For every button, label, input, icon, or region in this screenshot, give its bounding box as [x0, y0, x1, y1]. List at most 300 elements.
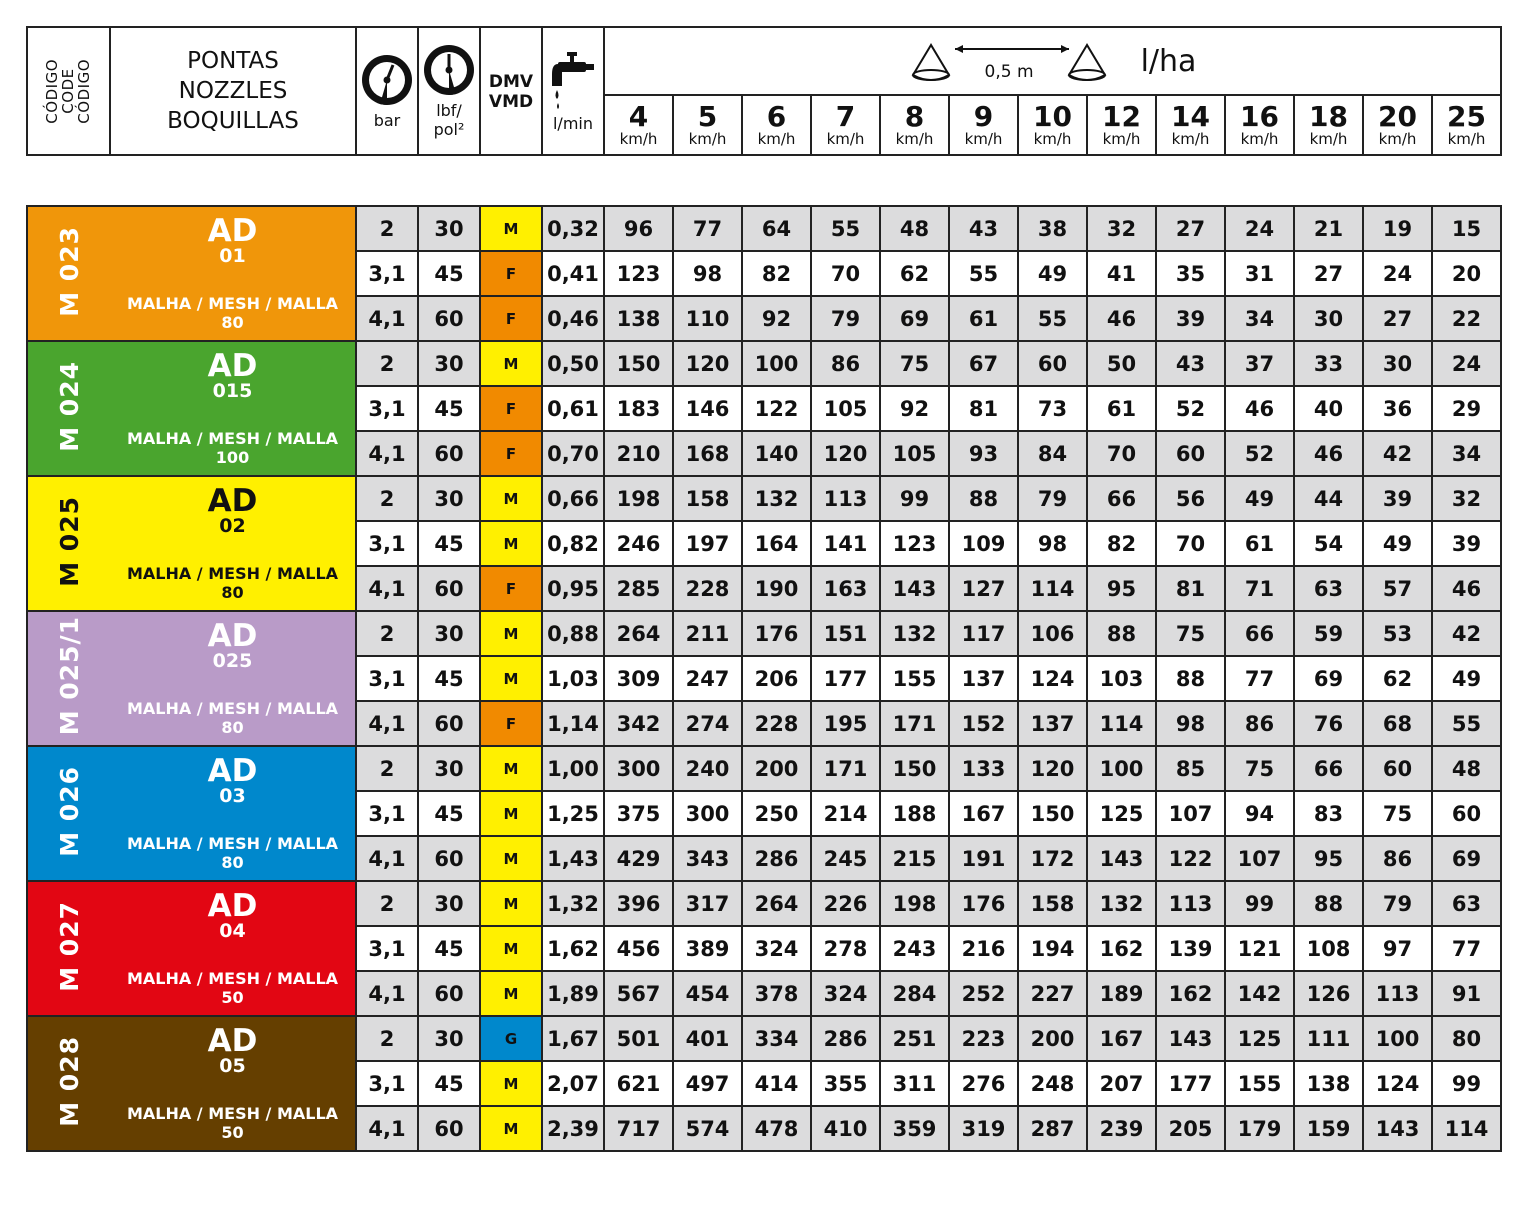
application-rate: 73: [1018, 386, 1087, 431]
dmv-label: DMV: [488, 72, 534, 92]
mesh-value: 80: [221, 717, 244, 737]
speed-header: 20 km/h: [1363, 95, 1432, 155]
flow-rate: 2,39: [542, 1106, 604, 1151]
pressure-bar: 3,1: [356, 251, 418, 296]
application-rate: 143: [1156, 1016, 1225, 1061]
application-rate: 117: [949, 611, 1018, 656]
application-rate: 84: [1018, 431, 1087, 476]
application-rate: 574: [673, 1106, 742, 1151]
application-rate: 122: [742, 386, 811, 431]
application-rate: 67: [949, 341, 1018, 386]
application-rate: 179: [1225, 1106, 1294, 1151]
pressure-psi: 30: [418, 746, 480, 791]
pressure-bar: 4,1: [356, 701, 418, 746]
pressure-bar: 3,1: [356, 521, 418, 566]
application-rate: 49: [1018, 251, 1087, 296]
application-rate: 54: [1294, 521, 1363, 566]
speed-header: 16 km/h: [1225, 95, 1294, 155]
droplet-class: F: [480, 296, 542, 341]
nozzle-size: 04: [219, 919, 246, 942]
application-rate: 19: [1363, 206, 1432, 251]
application-rate: 111: [1294, 1016, 1363, 1061]
application-rate: 99: [1432, 1061, 1501, 1106]
application-rate: 205: [1156, 1106, 1225, 1151]
nozzle-name: AD: [207, 482, 258, 519]
header-table: [26, 26, 1502, 156]
application-rate: 98: [673, 251, 742, 296]
application-rate: 162: [1087, 926, 1156, 971]
application-rate: 61: [1087, 386, 1156, 431]
application-rate: 155: [1225, 1061, 1294, 1106]
application-rate: 123: [604, 251, 673, 296]
droplet-class: F: [480, 386, 542, 431]
application-rate: 127: [949, 566, 1018, 611]
pressure-bar: 4,1: [356, 836, 418, 881]
speed-header: 6 km/h: [742, 95, 811, 155]
pressure-psi: 30: [418, 476, 480, 521]
mesh-label: MALHA / MESH / MALLA: [126, 698, 339, 718]
flow-rate: 1,43: [542, 836, 604, 881]
application-rate: 33: [1294, 341, 1363, 386]
application-rate: 75: [880, 341, 949, 386]
application-rate: 183: [604, 386, 673, 431]
application-rate: 30: [1294, 296, 1363, 341]
droplet-class: M: [480, 521, 542, 566]
pressure-psi: 60: [418, 1106, 480, 1151]
application-rate: 46: [1225, 386, 1294, 431]
faucet-icon: [550, 50, 596, 110]
mesh-label: MALHA / MESH / MALLA: [126, 428, 339, 448]
application-rate: 69: [1432, 836, 1501, 881]
table-row: [27, 746, 1501, 791]
product-code-cell: [27, 1016, 110, 1151]
application-rate: 66: [1225, 611, 1294, 656]
application-rate: 99: [880, 476, 949, 521]
application-rate: 35: [1156, 251, 1225, 296]
application-rate: 38: [1018, 206, 1087, 251]
application-rate: 44: [1294, 476, 1363, 521]
application-rate: 206: [742, 656, 811, 701]
pressure-psi: 45: [418, 386, 480, 431]
application-rate: 172: [1018, 836, 1087, 881]
nozzle-name: AD: [207, 1022, 258, 1059]
application-rate: 197: [673, 521, 742, 566]
product-code-cell: [27, 881, 110, 1016]
application-rate: 75: [1156, 611, 1225, 656]
droplet-class: M: [480, 881, 542, 926]
application-rate: 140: [742, 431, 811, 476]
nozzle-name: AD: [207, 617, 258, 654]
mesh-value: 80: [221, 852, 244, 872]
application-rate: 114: [1018, 566, 1087, 611]
application-rate: 105: [880, 431, 949, 476]
application-rate: 240: [673, 746, 742, 791]
application-rate: 86: [1225, 701, 1294, 746]
application-rate: 120: [811, 431, 880, 476]
application-rate: 94: [1225, 791, 1294, 836]
nozzle-cell: [110, 881, 356, 1016]
application-rate: 55: [1018, 296, 1087, 341]
application-rate: 29: [1432, 386, 1501, 431]
table-row: [27, 611, 1501, 656]
application-rate: 55: [1432, 701, 1501, 746]
application-rate: 60: [1156, 431, 1225, 476]
application-rate: 158: [1018, 881, 1087, 926]
application-rate: 141: [811, 521, 880, 566]
product-code: M 025: [54, 495, 84, 587]
application-rate: 132: [742, 476, 811, 521]
application-rate: 317: [673, 881, 742, 926]
pressure-bar: 4,1: [356, 971, 418, 1016]
application-rate: 95: [1294, 836, 1363, 881]
table-row: [27, 1016, 1501, 1061]
application-rate: 36: [1363, 386, 1432, 431]
application-rate: 195: [811, 701, 880, 746]
mesh-label: MALHA / MESH / MALLA: [126, 563, 339, 583]
application-rate: 132: [880, 611, 949, 656]
application-rate: 43: [1156, 341, 1225, 386]
application-rate: 113: [811, 476, 880, 521]
flow-rate: 1,32: [542, 881, 604, 926]
application-rate: 125: [1087, 791, 1156, 836]
application-rate: 41: [1087, 251, 1156, 296]
pressure-psi: 30: [418, 881, 480, 926]
application-rate: 223: [949, 1016, 1018, 1061]
droplet-class: F: [480, 701, 542, 746]
application-rate: 107: [1156, 791, 1225, 836]
table-row: [27, 881, 1501, 926]
speed-header: 5 km/h: [673, 95, 742, 155]
speed-header: 14 km/h: [1156, 95, 1225, 155]
application-rate: 88: [1087, 611, 1156, 656]
application-rate: 114: [1087, 701, 1156, 746]
application-rate: 167: [949, 791, 1018, 836]
application-rate: 454: [673, 971, 742, 1016]
pressure-gauge-icon: [360, 53, 414, 107]
application-rate: 95: [1087, 566, 1156, 611]
application-rate: 456: [604, 926, 673, 971]
pressure-bar: 4,1: [356, 431, 418, 476]
application-rate: 150: [604, 341, 673, 386]
application-rate: 177: [811, 656, 880, 701]
application-rate: 274: [673, 701, 742, 746]
pressure-bar: 2: [356, 611, 418, 656]
application-rate: 621: [604, 1061, 673, 1106]
product-code: M 024: [54, 360, 84, 452]
product-code: M 028: [54, 1035, 84, 1127]
product-code: M 026: [54, 765, 84, 857]
application-rate: 109: [949, 521, 1018, 566]
application-rate: 71: [1225, 566, 1294, 611]
application-rate: 79: [811, 296, 880, 341]
product-code-cell: [27, 341, 110, 476]
application-rate: 120: [673, 341, 742, 386]
application-rate: 324: [811, 971, 880, 1016]
application-rate: 114: [1432, 1106, 1501, 1151]
application-rate: 410: [811, 1106, 880, 1151]
application-rate: 378: [742, 971, 811, 1016]
application-rate: 176: [949, 881, 1018, 926]
application-rate: 429: [604, 836, 673, 881]
application-rate: 264: [742, 881, 811, 926]
application-rate: 20: [1432, 251, 1501, 296]
pressure-psi: 30: [418, 1016, 480, 1061]
application-rate: 52: [1225, 431, 1294, 476]
application-rate: 66: [1087, 476, 1156, 521]
nozzle-data-table: [26, 205, 1502, 1152]
application-rate: 176: [742, 611, 811, 656]
pressure-psi: 45: [418, 791, 480, 836]
application-rate: 246: [604, 521, 673, 566]
pressure-bar: 3,1: [356, 1061, 418, 1106]
application-rate: 62: [1363, 656, 1432, 701]
product-code: M 027: [54, 900, 84, 992]
nozzle-size: 03: [219, 784, 246, 807]
pressure-psi: 45: [418, 251, 480, 296]
application-rate: 77: [673, 206, 742, 251]
pressure-psi: 60: [418, 431, 480, 476]
mesh-value: 80: [221, 582, 244, 602]
flow-rate: 1,89: [542, 971, 604, 1016]
nozzle-cell: [110, 1016, 356, 1151]
application-rate: 46: [1294, 431, 1363, 476]
application-rate: 82: [742, 251, 811, 296]
application-rate: 15: [1432, 206, 1501, 251]
application-rate: 319: [949, 1106, 1018, 1151]
nozzle-cell: [110, 611, 356, 746]
application-rate: 396: [604, 881, 673, 926]
application-rate: 81: [949, 386, 1018, 431]
flow-rate: 0,88: [542, 611, 604, 656]
flow-rate: 0,61: [542, 386, 604, 431]
application-rate: 167: [1087, 1016, 1156, 1061]
droplet-class: M: [480, 206, 542, 251]
application-rate: 401: [673, 1016, 742, 1061]
application-rate: 247: [673, 656, 742, 701]
application-rate: 98: [1018, 521, 1087, 566]
application-rate: 497: [673, 1061, 742, 1106]
flow-rate: 0,32: [542, 206, 604, 251]
application-rate: 88: [1156, 656, 1225, 701]
application-rate: 150: [880, 746, 949, 791]
application-rate: 155: [880, 656, 949, 701]
application-rate: 286: [811, 1016, 880, 1061]
application-rate: 207: [1087, 1061, 1156, 1106]
application-rate: 105: [811, 386, 880, 431]
application-rate: 124: [1363, 1061, 1432, 1106]
application-rate: 200: [1018, 1016, 1087, 1061]
application-rate: 150: [1018, 791, 1087, 836]
application-rate: 27: [1294, 251, 1363, 296]
application-rate: 59: [1294, 611, 1363, 656]
mesh-label: MALHA / MESH / MALLA: [126, 293, 339, 313]
speed-header: 4 km/h: [604, 95, 673, 155]
application-rate: 198: [604, 476, 673, 521]
nozzle-size: 015: [212, 379, 253, 402]
pressure-bar: 3,1: [356, 656, 418, 701]
dmv-header: [480, 27, 542, 155]
application-rate: 228: [673, 566, 742, 611]
application-rate: 30: [1363, 341, 1432, 386]
application-rate: 24: [1432, 341, 1501, 386]
application-rate: 108: [1294, 926, 1363, 971]
application-rate: 324: [742, 926, 811, 971]
pressure-bar: 2: [356, 341, 418, 386]
code-label-en: CODE: [59, 68, 77, 114]
flow-rate: 1,03: [542, 656, 604, 701]
table-row: [27, 341, 1501, 386]
droplet-class: M: [480, 1106, 542, 1151]
application-rate: 252: [949, 971, 1018, 1016]
nozzle-name: AD: [207, 212, 258, 249]
application-rate: 32: [1432, 476, 1501, 521]
pressure-bar: 4,1: [356, 566, 418, 611]
application-rate: 188: [880, 791, 949, 836]
flow-rate: 1,14: [542, 701, 604, 746]
application-rate: 190: [742, 566, 811, 611]
product-code: M 023: [54, 225, 84, 317]
nozzle-size: 01: [219, 244, 246, 267]
application-rate: 567: [604, 971, 673, 1016]
application-rate: 198: [880, 881, 949, 926]
nozzle-label-es: BOQUILLAS: [167, 108, 299, 134]
application-rate: 142: [1225, 971, 1294, 1016]
application-rate: 143: [1087, 836, 1156, 881]
nozzle-size: 05: [219, 1054, 246, 1077]
application-rate: 122: [1156, 836, 1225, 881]
application-rate: 143: [880, 566, 949, 611]
application-rate: 49: [1432, 656, 1501, 701]
table-row: [27, 476, 1501, 521]
application-rate: 215: [880, 836, 949, 881]
application-rate: 163: [811, 566, 880, 611]
application-rate: 53: [1363, 611, 1432, 656]
application-rate: 63: [1294, 566, 1363, 611]
application-rate: 57: [1363, 566, 1432, 611]
application-rate: 162: [1156, 971, 1225, 1016]
application-rate: 717: [604, 1106, 673, 1151]
product-code-cell: [27, 611, 110, 746]
application-rate: 62: [880, 251, 949, 296]
application-rate: 68: [1363, 701, 1432, 746]
speed-header: 25 km/h: [1432, 95, 1501, 155]
application-rate: 60: [1363, 746, 1432, 791]
code-label-es: CÓDIGO: [75, 58, 93, 124]
speed-header: 10 km/h: [1018, 95, 1087, 155]
application-rate: 250: [742, 791, 811, 836]
application-rate: 216: [949, 926, 1018, 971]
nozzle-size: 025: [212, 649, 253, 672]
pressure-psi: 60: [418, 701, 480, 746]
mesh-value: 50: [221, 1122, 244, 1142]
product-code-cell: [27, 746, 110, 881]
application-rate: 77: [1225, 656, 1294, 701]
application-rate: 100: [1087, 746, 1156, 791]
vmd-label: VMD: [488, 92, 534, 112]
pressure-psi: 30: [418, 341, 480, 386]
application-rate: 284: [880, 971, 949, 1016]
application-rate: 214: [811, 791, 880, 836]
application-rate: 276: [949, 1061, 1018, 1106]
droplet-class: G: [480, 1016, 542, 1061]
application-rate: 146: [673, 386, 742, 431]
application-rate: 61: [949, 296, 1018, 341]
application-rate: 60: [1018, 341, 1087, 386]
application-rate: 120: [1018, 746, 1087, 791]
speed-header: 9 km/h: [949, 95, 1018, 155]
droplet-class: F: [480, 566, 542, 611]
application-rate: 200: [742, 746, 811, 791]
application-rate: 85: [1156, 746, 1225, 791]
application-rate: 81: [1156, 566, 1225, 611]
application-rate: 138: [1294, 1061, 1363, 1106]
mesh-value: 80: [221, 312, 244, 332]
speed-header: 7 km/h: [811, 95, 880, 155]
application-rate: 61: [1225, 521, 1294, 566]
application-rate: 133: [949, 746, 1018, 791]
application-rate: 43: [949, 206, 1018, 251]
application-rate: 100: [742, 341, 811, 386]
product-code-cell: [27, 206, 110, 341]
pressure-gauge-icon: [422, 43, 476, 97]
pressure-psi: 60: [418, 566, 480, 611]
application-rate: 138: [604, 296, 673, 341]
pressure-bar: 3,1: [356, 386, 418, 431]
application-rate: 77: [1432, 926, 1501, 971]
mesh-label: MALHA / MESH / MALLA: [126, 968, 339, 988]
application-rate: 100: [1363, 1016, 1432, 1061]
application-rate: 139: [1156, 926, 1225, 971]
pressure-psi: 30: [418, 611, 480, 656]
pressure-psi: 45: [418, 1061, 480, 1106]
application-rate: 334: [742, 1016, 811, 1061]
pressure-bar: 2: [356, 206, 418, 251]
application-rate: 24: [1363, 251, 1432, 296]
droplet-class: M: [480, 926, 542, 971]
application-rate: 27: [1363, 296, 1432, 341]
application-rate: 226: [811, 881, 880, 926]
application-rate: 37: [1225, 341, 1294, 386]
application-rate: 137: [949, 656, 1018, 701]
product-code: M 025/1: [54, 616, 84, 736]
pressure-psi: 45: [418, 521, 480, 566]
application-rate: 70: [811, 251, 880, 296]
droplet-class: M: [480, 656, 542, 701]
application-rate: 152: [949, 701, 1018, 746]
application-rate: 48: [1432, 746, 1501, 791]
application-rate: 50: [1087, 341, 1156, 386]
application-rate: 285: [604, 566, 673, 611]
application-rate: 88: [1294, 881, 1363, 926]
application-rate: 86: [811, 341, 880, 386]
application-rate: 99: [1225, 881, 1294, 926]
application-rate: 64: [742, 206, 811, 251]
application-rate: 248: [1018, 1061, 1087, 1106]
application-rate: 39: [1363, 476, 1432, 521]
application-rate: 31: [1225, 251, 1294, 296]
application-rate: 40: [1294, 386, 1363, 431]
application-rate: 309: [604, 656, 673, 701]
application-rate: 121: [1225, 926, 1294, 971]
bar-header: [356, 27, 418, 155]
application-rate: 48: [880, 206, 949, 251]
flow-rate: 0,50: [542, 341, 604, 386]
application-rate: 171: [880, 701, 949, 746]
application-rate: 300: [673, 791, 742, 836]
application-rate: 389: [673, 926, 742, 971]
application-rate: 359: [880, 1106, 949, 1151]
nozzle-cell: [110, 206, 356, 341]
